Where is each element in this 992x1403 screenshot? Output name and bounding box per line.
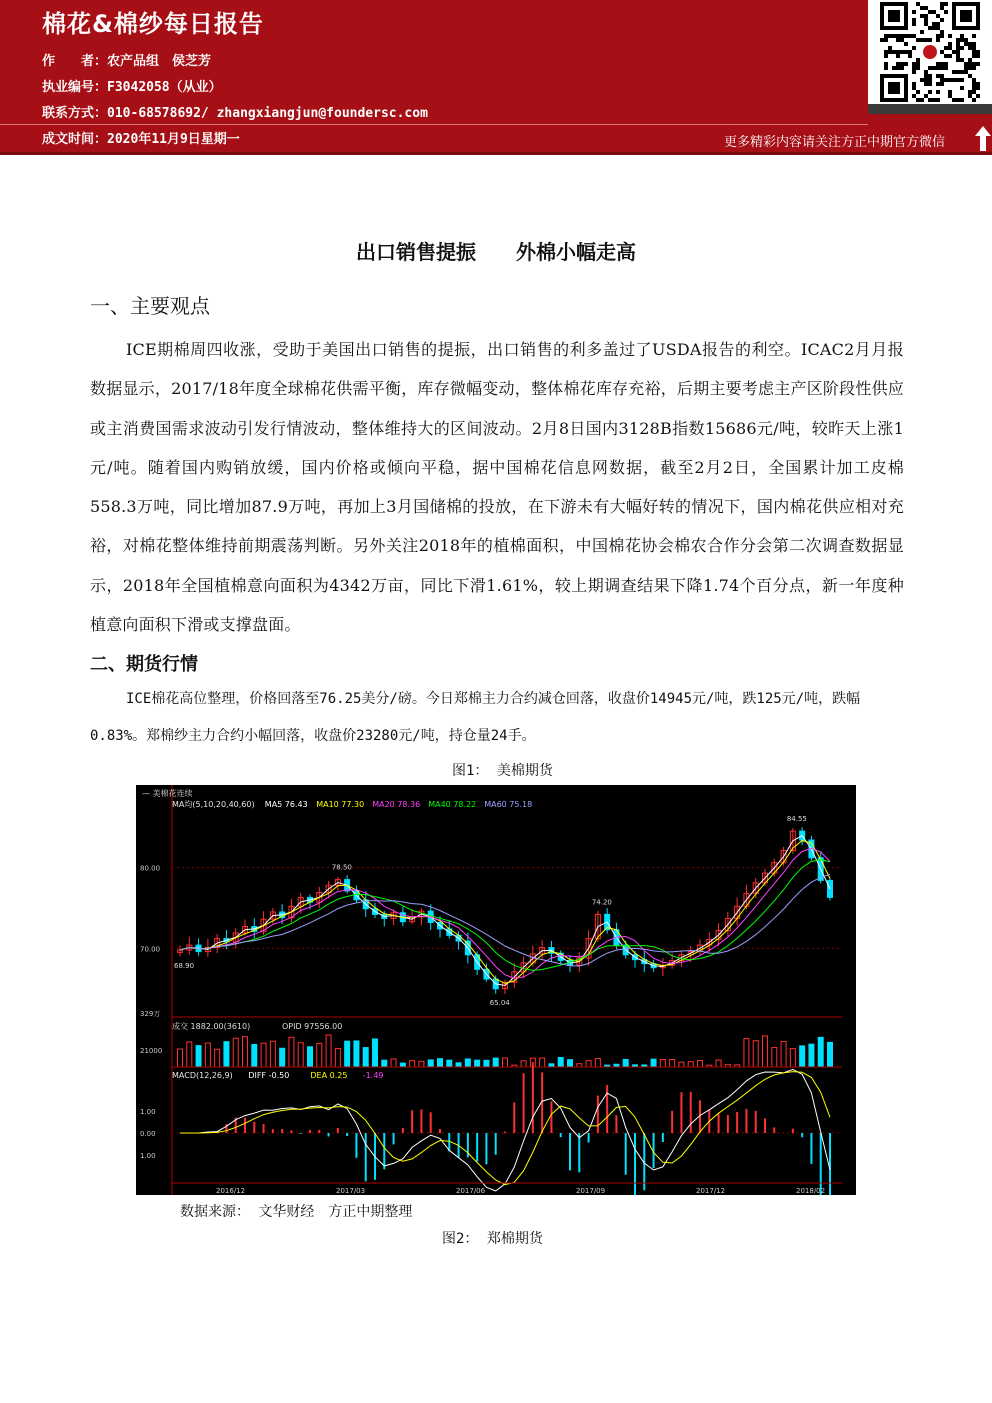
qr-module (892, 50, 896, 54)
qr-module (956, 46, 960, 50)
license-label: 执业编号： (42, 80, 108, 95)
volume-bar (280, 1048, 285, 1067)
qr-module (912, 10, 916, 14)
date-line (42, 128, 240, 147)
wechat-note: 更多精彩内容请关注方正中期官方微信 (724, 135, 946, 150)
qr-module (932, 66, 936, 70)
qr-module (968, 42, 972, 46)
open-interest-legend: OPID 97556.00 (282, 1022, 343, 1031)
qr-module (912, 86, 916, 90)
volume-bar (818, 1037, 823, 1067)
qr-logo (923, 45, 937, 59)
qr-module (964, 70, 968, 74)
qr-module (932, 22, 936, 26)
qr-module (952, 50, 956, 54)
contact-value: 010-68578692/ zhangxiangjun@foundersc.com (107, 106, 428, 121)
qr-module (928, 38, 932, 42)
qr-module (904, 42, 908, 46)
macd-legend-item: MACD(12,26,9) (172, 1071, 233, 1080)
qr-module (952, 70, 956, 74)
author-value: 农产品组 侯芝芳 (107, 54, 212, 69)
qr-module (924, 6, 928, 10)
qr-module (976, 54, 980, 58)
qr-module (948, 54, 952, 58)
author-label: 作 者： (42, 54, 108, 69)
price-annotation: 68.90 (174, 961, 195, 970)
qr-module (912, 18, 916, 22)
qr-module (912, 62, 916, 66)
volume-bar (475, 1060, 480, 1067)
section-2-body: ICE棉花高位整理，价格回落至76.25美分/磅。今日郑棉主力合约减仓回落，收盘价14945元/吨，跌125元/吨，跌幅0.83%。郑棉纱主力合约小幅回落，收盘价23280元/吨，持仓量24手。 (90, 691, 861, 744)
qr-module (924, 70, 928, 74)
qr-module (956, 50, 960, 54)
qr-module (972, 78, 976, 82)
volume-bar (484, 1060, 489, 1067)
macd-legend-item: DIFF -0.50 (248, 1071, 290, 1080)
qr-module (896, 50, 900, 54)
ma-legend-item: MA10 77.30 (316, 800, 365, 809)
qr-module (916, 90, 920, 94)
qr-module (972, 66, 976, 70)
qr-module (940, 74, 944, 78)
qr-module (888, 34, 892, 38)
qr-module (904, 50, 908, 54)
macd-legend-item: DEA 0.25 (310, 1071, 348, 1080)
qr-module (972, 86, 976, 90)
volume-bar (623, 1060, 628, 1067)
qr-finder-center (888, 82, 900, 94)
qr-module (932, 98, 936, 102)
contact-line (42, 102, 428, 121)
x-tick-label: 2017/03 (336, 1187, 366, 1195)
ma-legend-item: MA均(5,10,20,40,60) (172, 800, 255, 809)
qr-module (976, 86, 980, 90)
license-value: F3042058（从业） (107, 80, 222, 95)
qr-module (916, 58, 920, 62)
volume-bar (252, 1045, 257, 1067)
macd-legend-item: -1.49 (362, 1071, 384, 1080)
qr-module (888, 46, 892, 50)
up-arrow-icon (974, 124, 992, 152)
qr-module (936, 26, 940, 30)
qr-module (968, 46, 972, 50)
qr-module (964, 38, 968, 42)
qr-module (972, 50, 976, 54)
qr-module (976, 82, 980, 86)
qr-module (908, 54, 912, 58)
qr-module (928, 98, 932, 102)
report-title: 棉花&棉纱每日报告 (42, 10, 264, 38)
volume-bar (447, 1060, 452, 1067)
qr-module (960, 46, 964, 50)
contact-label: 联系方式： (42, 106, 108, 121)
volume-bar (493, 1058, 498, 1067)
qr-module (940, 2, 944, 6)
qr-module (972, 46, 976, 50)
volume-bar (456, 1063, 461, 1067)
volume-count-label: 329万 (140, 1010, 161, 1018)
qr-module (976, 94, 980, 98)
qr-module (964, 62, 968, 66)
qr-module (976, 50, 980, 54)
qr-module (964, 42, 968, 46)
figure-1-source: 数据来源： 文华财经 方正中期整理 (180, 1204, 413, 1220)
qr-module (928, 74, 932, 78)
license-line (42, 76, 222, 95)
volume-bar (800, 1046, 805, 1067)
qr-module (884, 38, 888, 42)
qr-module (888, 50, 892, 54)
volume-bar (809, 1044, 814, 1067)
qr-finder-center (888, 10, 900, 22)
volume-bar (400, 1063, 405, 1067)
volume-bar (363, 1048, 368, 1067)
qr-module (936, 90, 940, 94)
qr-module (960, 86, 964, 90)
qr-module (928, 10, 932, 14)
qr-module (960, 98, 964, 102)
qr-module (956, 98, 960, 102)
macd-tick-label: 0.00 (140, 1130, 156, 1138)
qr-module (940, 50, 944, 54)
price-tick-label: 80.00 (140, 864, 161, 873)
price-annotation: 84.55 (786, 815, 807, 824)
qr-module (884, 34, 888, 38)
qr-module (900, 50, 904, 54)
qr-module (924, 18, 928, 22)
qr-module (916, 38, 920, 42)
header-divider (0, 152, 992, 155)
author-line (42, 50, 211, 69)
qr-module (944, 62, 948, 66)
x-tick-label: 2018/02 (796, 1187, 826, 1195)
qr-finder-center (960, 10, 972, 22)
qr-module (972, 62, 976, 66)
qr-module (900, 34, 904, 38)
qr-module (916, 2, 920, 6)
qr-module (936, 98, 940, 102)
candle-body (828, 880, 833, 897)
qr-module (924, 78, 928, 82)
qr-module (948, 46, 952, 50)
ma-legend-item: MA20 78.36 (372, 800, 421, 809)
x-tick-label: 2017/12 (696, 1187, 726, 1195)
qr-module (940, 82, 944, 86)
volume-bar (428, 1060, 433, 1067)
qr-module (928, 26, 932, 30)
volume-bar (382, 1060, 387, 1067)
qr-module (940, 18, 944, 22)
qr-module (968, 74, 972, 78)
volume-bar (465, 1059, 470, 1067)
qr-module (956, 42, 960, 46)
qr-module (900, 66, 904, 70)
qr-module (972, 54, 976, 58)
qr-module (912, 66, 916, 70)
qr-module (920, 14, 924, 18)
qr-module (912, 34, 916, 38)
qr-module (892, 34, 896, 38)
qr-module (912, 70, 916, 74)
ma-legend-item: MA60 75.18 (484, 800, 533, 809)
qr-module (952, 78, 956, 82)
x-tick-label: 2017/06 (456, 1187, 486, 1195)
qr-code (868, 0, 992, 112)
qr-module (944, 54, 948, 58)
qr-module (936, 82, 940, 86)
volume-legend: 成交 1882.00(3610) (172, 1022, 251, 1031)
qr-code-image (868, 0, 992, 104)
qr-module (956, 58, 960, 62)
x-tick-label: 2016/12 (216, 1187, 246, 1195)
qr-module (884, 66, 888, 70)
chart-title: — 美棉花连续 (142, 789, 193, 798)
qr-module (940, 6, 944, 10)
qr-module (944, 10, 948, 14)
qr-module (972, 90, 976, 94)
qr-module (960, 58, 964, 62)
volume-bar (196, 1046, 201, 1067)
qr-module (896, 66, 900, 70)
figure-1-caption: 图1： 美棉期货 (452, 763, 553, 779)
price-annotation: 78.50 (331, 863, 352, 872)
qr-module (924, 94, 928, 98)
qr-module (932, 10, 936, 14)
qr-module (940, 34, 944, 38)
qr-module (900, 62, 904, 66)
qr-module (960, 70, 964, 74)
date-label: 成文时间： (42, 132, 108, 147)
qr-module (972, 34, 976, 38)
chart-canvas (136, 785, 856, 1195)
qr-module (920, 78, 924, 82)
qr-module (880, 38, 884, 42)
qr-module (960, 78, 964, 82)
qr-module (924, 14, 928, 18)
qr-module (948, 42, 952, 46)
date-value: 2020年11月9日星期一 (107, 132, 240, 147)
qr-module (944, 2, 948, 6)
qr-module (924, 38, 928, 42)
qr-module (928, 90, 932, 94)
price-tick-label: 70.00 (140, 945, 161, 954)
qr-module (916, 62, 920, 66)
qr-module (884, 62, 888, 66)
qr-module (944, 78, 948, 82)
section-1-body: ICE期棉周四收涨，受助于美国出口销售的提振，出口销售的利多盖过了USDA报告的利空。ICAC2月月报数据显示，2017/18年度全球棉花供需平衡，库存微幅变动，整体棉花库存充裕，后期主要考虑主产区阶段性供应或主消费国需求波动引发行情波动，整体维持大的区间波动。2月8日国内3128B指数15686元/吨，较昨天上涨1元/吨。随着国内购销放缓，国内价格或倾向平稳，据中国棉花信息网数据，截至2月2日，全国累计加工皮棉558.3万吨，同比增加87.9万吨，再加上3月国储棉的投放，在下游未有大幅好转的情况下，国内棉花供应相对充裕，对棉花整体维持前期震荡判断。另外关注2018年的植棉面积，中国棉花协会棉农合作分会第二次调查数据显示，2018年全国植棉意向面积为4342万亩，同比下滑1.61%，较上期调查结果下降1.74个百分点，新一年度种植意向面积下滑或支撑盘面。 (90, 340, 904, 635)
qr-module (968, 90, 972, 94)
qr-module (972, 98, 976, 102)
qr-module (948, 90, 952, 94)
ice-cotton-futures-chart (136, 785, 856, 1195)
qr-module (956, 78, 960, 82)
qr-module (920, 98, 924, 102)
qr-module (956, 70, 960, 74)
qr-module (896, 62, 900, 66)
qr-module (964, 66, 968, 70)
qr-module (968, 94, 972, 98)
volume-bar (308, 1047, 313, 1067)
qr-module (936, 34, 940, 38)
volume-bar (558, 1057, 563, 1067)
volume-bar (224, 1042, 229, 1067)
qr-module (972, 82, 976, 86)
qr-module (948, 34, 952, 38)
qr-module (908, 50, 912, 54)
volume-bar (354, 1041, 359, 1067)
qr-module (936, 62, 940, 66)
qr-module (936, 14, 940, 18)
qr-module (904, 62, 908, 66)
qr-module (924, 22, 928, 26)
qr-module (956, 38, 960, 42)
qr-module (924, 74, 928, 78)
qr-module (904, 34, 908, 38)
qr-module (928, 78, 932, 82)
qr-module (972, 42, 976, 46)
volume-bar (651, 1059, 656, 1067)
document-title: 出口销售提振 外棉小幅走高 (356, 240, 636, 264)
ma-legend-item: MA40 78.22 (428, 800, 477, 809)
qr-module (912, 22, 916, 26)
qr-module (940, 66, 944, 70)
qr-module (948, 78, 952, 82)
ma-legend-item: MA5 76.43 (264, 800, 308, 809)
qr-module (920, 30, 924, 34)
qr-module (960, 38, 964, 42)
qr-module (968, 62, 972, 66)
qr-module (948, 94, 952, 98)
qr-module (912, 82, 916, 86)
qr-module (940, 78, 944, 82)
qr-caption-strip (868, 104, 992, 114)
qr-module (952, 98, 956, 102)
x-tick-label: 2017/09 (576, 1187, 606, 1195)
qr-module (892, 66, 896, 70)
qr-module (968, 58, 972, 62)
qr-module (944, 46, 948, 50)
qr-module (936, 22, 940, 26)
section-2-heading: 二、期货行情 (90, 654, 198, 675)
qr-module (936, 74, 940, 78)
qr-module (956, 54, 960, 58)
qr-module (896, 38, 900, 42)
qr-module (960, 34, 964, 38)
qr-module (896, 34, 900, 38)
section-1-heading: 一、主要观点 (90, 294, 210, 318)
volume-bar (828, 1042, 833, 1067)
header-separator (0, 124, 868, 125)
qr-module (900, 38, 904, 42)
qr-module (920, 38, 924, 42)
macd-tick-label: 1.00 (140, 1108, 156, 1116)
qr-module (936, 66, 940, 70)
price-annotation: 65.04 (489, 998, 510, 1007)
volume-bar (568, 1060, 573, 1067)
qr-module (896, 54, 900, 58)
qr-module (940, 62, 944, 66)
figure-2-caption: 图2： 郑棉期货 (442, 1231, 543, 1247)
qr-module (920, 6, 924, 10)
qr-module (928, 66, 932, 70)
volume-bar (345, 1041, 350, 1067)
macd-tick-label: 1.00 (140, 1152, 156, 1160)
qr-module (884, 54, 888, 58)
qr-module (968, 66, 972, 70)
qr-module (912, 94, 916, 98)
qr-module (944, 66, 948, 70)
volume-bar (373, 1039, 378, 1067)
qr-module (924, 82, 928, 86)
qr-module (884, 50, 888, 54)
qr-module (940, 30, 944, 34)
volume-tick-label: 21000 (140, 1047, 163, 1055)
qr-module (908, 34, 912, 38)
qr-module (916, 66, 920, 70)
qr-module (936, 38, 940, 42)
qr-module (932, 26, 936, 30)
price-annotation: 74.20 (591, 898, 612, 907)
qr-module (916, 98, 920, 102)
qr-module (976, 62, 980, 66)
qr-module (928, 82, 932, 86)
volume-bar (438, 1059, 443, 1067)
qr-module (912, 46, 916, 50)
